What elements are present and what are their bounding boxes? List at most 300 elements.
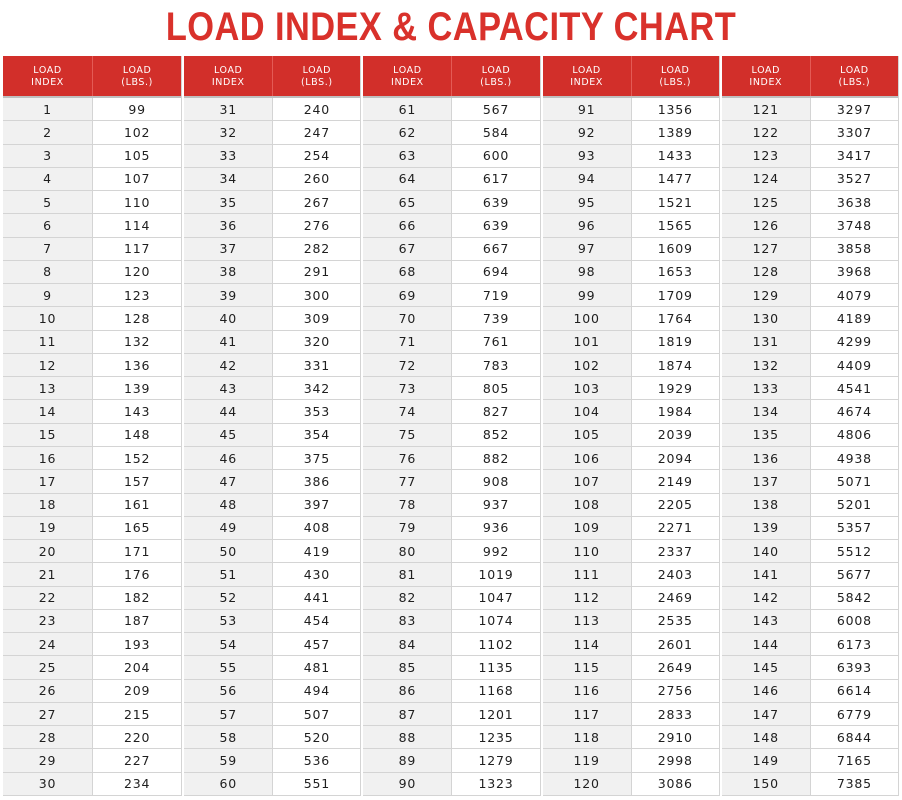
load-index-cell: 83	[363, 610, 451, 632]
load-capacity-cell: 1984	[631, 400, 719, 422]
table-row	[543, 145, 719, 168]
table-row	[363, 400, 539, 423]
load-capacity-cell: 454	[272, 610, 360, 632]
table-row	[184, 121, 360, 144]
load-index-cell: 13	[3, 377, 92, 399]
table-row	[363, 494, 539, 517]
load-index-cell: 111	[543, 563, 631, 585]
table-row	[3, 168, 181, 191]
table-row	[3, 610, 181, 633]
load-index-cell: 38	[184, 261, 272, 283]
page-title: LOAD INDEX & CAPACITY CHART	[165, 5, 737, 49]
load-capacity-cell: 99	[92, 98, 181, 120]
load-capacity-cell: 254	[272, 145, 360, 167]
load-capacity-cell: 2094	[631, 447, 719, 469]
load-capacity-cell: 1819	[631, 331, 719, 353]
load-capacity-cell: 240	[272, 98, 360, 120]
load-index-cell: 64	[363, 168, 451, 190]
load-index-cell: 130	[722, 307, 810, 329]
load-index-cell: 133	[722, 377, 810, 399]
load-index-cell: 45	[184, 424, 272, 446]
table-row	[722, 680, 898, 703]
table-row	[543, 424, 719, 447]
table-row	[543, 191, 719, 214]
load-index-table	[3, 56, 899, 796]
table-row	[722, 773, 898, 796]
load-index-cell: 132	[722, 354, 810, 376]
table-row	[722, 214, 898, 237]
load-index-cell: 82	[363, 587, 451, 609]
table-row	[184, 98, 360, 121]
table-row	[363, 307, 539, 330]
table-row	[722, 307, 898, 330]
load-capacity-cell: 2337	[631, 540, 719, 562]
load-index-cell: 118	[543, 726, 631, 748]
table-row	[3, 331, 181, 354]
table-row	[363, 121, 539, 144]
table-row	[543, 168, 719, 191]
table-row	[722, 331, 898, 354]
load-capacity-cell: 3527	[810, 168, 898, 190]
load-index-cell: 49	[184, 517, 272, 539]
table-row	[3, 400, 181, 423]
table-row	[3, 563, 181, 586]
table-row	[722, 494, 898, 517]
load-capacity-cell: 520	[272, 726, 360, 748]
load-index-cell: 136	[722, 447, 810, 469]
load-capacity-cell: 2649	[631, 656, 719, 678]
load-index-cell: 74	[363, 400, 451, 422]
load-capacity-cell: 1235	[451, 726, 539, 748]
load-capacity-cell: 1433	[631, 145, 719, 167]
load-index-cell: 50	[184, 540, 272, 562]
load-capacity-cell: 128	[92, 307, 181, 329]
load-capacity-cell: 2998	[631, 749, 719, 771]
table-row	[3, 633, 181, 656]
load-capacity-cell: 397	[272, 494, 360, 516]
load-index-cell: 28	[3, 726, 92, 748]
load-index-cell: 62	[363, 121, 451, 143]
load-capacity-cell: 5512	[810, 540, 898, 562]
load-capacity-cell: 1074	[451, 610, 539, 632]
load-index-cell: 68	[363, 261, 451, 283]
table-row	[722, 563, 898, 586]
load-capacity-cell: 331	[272, 354, 360, 376]
load-capacity-cell: 1389	[631, 121, 719, 143]
load-index-cell: 116	[543, 680, 631, 702]
table-row	[363, 377, 539, 400]
load-capacity-cell: 139	[92, 377, 181, 399]
table-row	[363, 749, 539, 772]
table-row	[722, 284, 898, 307]
table-row	[363, 633, 539, 656]
load-index-cell: 76	[363, 447, 451, 469]
header-load-capacity: LOAD (LBS.)	[272, 56, 360, 96]
column-group-4	[541, 56, 720, 796]
header-load-capacity: LOAD (LBS.)	[451, 56, 539, 96]
load-index-cell: 113	[543, 610, 631, 632]
load-capacity-cell: 457	[272, 633, 360, 655]
load-index-cell: 77	[363, 470, 451, 492]
table-row	[3, 470, 181, 493]
table-row	[722, 540, 898, 563]
column-group-3	[361, 56, 540, 796]
load-capacity-cell: 2039	[631, 424, 719, 446]
load-capacity-cell: 2833	[631, 703, 719, 725]
table-row	[184, 377, 360, 400]
load-index-cell: 80	[363, 540, 451, 562]
load-index-cell: 40	[184, 307, 272, 329]
load-capacity-cell: 1019	[451, 563, 539, 585]
load-capacity-cell: 1565	[631, 214, 719, 236]
load-capacity-cell: 354	[272, 424, 360, 446]
load-index-cell: 90	[363, 773, 451, 795]
table-row	[184, 307, 360, 330]
load-index-cell: 63	[363, 145, 451, 167]
load-index-cell: 46	[184, 447, 272, 469]
load-index-cell: 99	[543, 284, 631, 306]
header-load-index: LOAD INDEX	[749, 65, 783, 88]
load-capacity-cell: 276	[272, 214, 360, 236]
load-index-cell: 109	[543, 517, 631, 539]
load-index-cell: 16	[3, 447, 92, 469]
table-row	[543, 470, 719, 493]
load-capacity-cell: 171	[92, 540, 181, 562]
load-capacity-cell: 2535	[631, 610, 719, 632]
load-capacity-cell: 220	[92, 726, 181, 748]
load-capacity-cell: 827	[451, 400, 539, 422]
table-row	[184, 400, 360, 423]
load-index-cell: 100	[543, 307, 631, 329]
load-index-cell: 12	[3, 354, 92, 376]
load-capacity-cell: 7385	[810, 773, 898, 795]
table-row	[543, 214, 719, 237]
load-capacity-cell: 507	[272, 703, 360, 725]
table-row	[184, 168, 360, 191]
load-capacity-cell: 617	[451, 168, 539, 190]
table-row	[543, 284, 719, 307]
load-capacity-cell: 2601	[631, 633, 719, 655]
load-index-cell: 34	[184, 168, 272, 190]
load-capacity-cell: 110	[92, 191, 181, 213]
load-index-cell: 41	[184, 331, 272, 353]
load-capacity-cell: 148	[92, 424, 181, 446]
load-index-cell: 43	[184, 377, 272, 399]
load-index-cell: 21	[3, 563, 92, 585]
load-index-cell: 105	[543, 424, 631, 446]
load-index-cell: 10	[3, 307, 92, 329]
load-capacity-cell: 739	[451, 307, 539, 329]
load-capacity-cell: 2469	[631, 587, 719, 609]
load-index-cell: 135	[722, 424, 810, 446]
load-index-cell: 107	[543, 470, 631, 492]
load-index-cell: 86	[363, 680, 451, 702]
load-index-cell: 79	[363, 517, 451, 539]
table-row	[184, 447, 360, 470]
table-row	[3, 517, 181, 540]
load-capacity-cell: 182	[92, 587, 181, 609]
load-capacity-cell: 882	[451, 447, 539, 469]
table-row	[543, 726, 719, 749]
load-capacity-cell: 136	[92, 354, 181, 376]
load-index-cell: 97	[543, 238, 631, 260]
load-capacity-cell: 481	[272, 656, 360, 678]
load-index-cell: 37	[184, 238, 272, 260]
load-index-cell: 101	[543, 331, 631, 353]
load-capacity-cell: 4806	[810, 424, 898, 446]
table-row	[722, 610, 898, 633]
table-row	[184, 563, 360, 586]
table-row	[3, 261, 181, 284]
load-index-cell: 129	[722, 284, 810, 306]
load-capacity-cell: 227	[92, 749, 181, 771]
load-capacity-cell: 494	[272, 680, 360, 702]
load-index-cell: 98	[543, 261, 631, 283]
load-capacity-cell: 430	[272, 563, 360, 585]
load-index-cell: 95	[543, 191, 631, 213]
load-capacity-cell: 3968	[810, 261, 898, 283]
load-index-cell: 54	[184, 633, 272, 655]
load-capacity-cell: 300	[272, 284, 360, 306]
table-row	[543, 331, 719, 354]
load-index-cell: 120	[543, 773, 631, 795]
load-capacity-cell: 176	[92, 563, 181, 585]
load-index-cell: 127	[722, 238, 810, 260]
load-capacity-cell: 1323	[451, 773, 539, 795]
table-row	[543, 354, 719, 377]
load-capacity-cell: 3297	[810, 98, 898, 120]
load-capacity-cell: 117	[92, 238, 181, 260]
load-capacity-cell: 4938	[810, 447, 898, 469]
column-group-1	[3, 56, 182, 796]
load-index-cell: 144	[722, 633, 810, 655]
load-index-cell: 5	[3, 191, 92, 213]
load-index-cell: 141	[722, 563, 810, 585]
load-capacity-cell: 1929	[631, 377, 719, 399]
load-index-cell: 36	[184, 214, 272, 236]
load-index-cell: 115	[543, 656, 631, 678]
load-index-cell: 119	[543, 749, 631, 771]
load-index-cell: 78	[363, 494, 451, 516]
load-capacity-cell: 1279	[451, 749, 539, 771]
table-row	[543, 377, 719, 400]
load-index-cell: 18	[3, 494, 92, 516]
table-row	[363, 191, 539, 214]
table-row	[3, 238, 181, 261]
table-row	[184, 261, 360, 284]
load-capacity-cell: 1653	[631, 261, 719, 283]
table-row	[3, 307, 181, 330]
load-index-cell: 32	[184, 121, 272, 143]
load-capacity-cell: 165	[92, 517, 181, 539]
table-row	[722, 238, 898, 261]
table-row	[722, 656, 898, 679]
table-row	[543, 494, 719, 517]
load-capacity-cell: 234	[92, 773, 181, 795]
table-row	[363, 540, 539, 563]
table-row	[722, 400, 898, 423]
table-row	[3, 214, 181, 237]
table-row	[363, 726, 539, 749]
load-index-cell: 139	[722, 517, 810, 539]
table-row	[3, 447, 181, 470]
header-load-index: LOAD INDEX	[391, 65, 424, 88]
table-row	[722, 633, 898, 656]
table-row	[3, 540, 181, 563]
table-row	[184, 191, 360, 214]
load-capacity-cell: 936	[451, 517, 539, 539]
load-capacity-cell: 204	[92, 656, 181, 678]
load-index-cell: 33	[184, 145, 272, 167]
load-capacity-cell: 6008	[810, 610, 898, 632]
load-capacity-cell: 4409	[810, 354, 898, 376]
column-group-5	[720, 56, 899, 796]
table-row	[543, 540, 719, 563]
table-row	[3, 424, 181, 447]
load-capacity-cell: 694	[451, 261, 539, 283]
load-capacity-cell: 209	[92, 680, 181, 702]
table-row	[363, 773, 539, 796]
table-row	[363, 354, 539, 377]
table-row	[722, 424, 898, 447]
load-index-cell: 39	[184, 284, 272, 306]
table-row	[3, 145, 181, 168]
load-capacity-cell: 342	[272, 377, 360, 399]
load-capacity-cell: 1709	[631, 284, 719, 306]
load-index-cell: 131	[722, 331, 810, 353]
load-capacity-cell: 375	[272, 447, 360, 469]
header-load-capacity: LOAD (LBS.)	[92, 56, 181, 96]
load-index-cell: 91	[543, 98, 631, 120]
table-row	[184, 354, 360, 377]
load-index-cell: 102	[543, 354, 631, 376]
load-index-cell: 72	[363, 354, 451, 376]
table-row	[184, 587, 360, 610]
load-index-cell: 108	[543, 494, 631, 516]
load-index-cell: 126	[722, 214, 810, 236]
load-index-cell: 56	[184, 680, 272, 702]
load-capacity-cell: 157	[92, 470, 181, 492]
load-index-cell: 114	[543, 633, 631, 655]
load-capacity-cell: 992	[451, 540, 539, 562]
table-row	[363, 424, 539, 447]
load-capacity-cell: 4299	[810, 331, 898, 353]
table-row	[722, 168, 898, 191]
load-index-cell: 22	[3, 587, 92, 609]
load-index-cell: 48	[184, 494, 272, 516]
load-index-cell: 117	[543, 703, 631, 725]
load-capacity-cell: 267	[272, 191, 360, 213]
load-capacity-cell: 3638	[810, 191, 898, 213]
table-row	[184, 470, 360, 493]
table-row	[184, 214, 360, 237]
load-capacity-cell: 143	[92, 400, 181, 422]
load-capacity-cell: 441	[272, 587, 360, 609]
table-row	[3, 680, 181, 703]
table-row	[363, 563, 539, 586]
load-capacity-cell: 783	[451, 354, 539, 376]
load-index-cell: 148	[722, 726, 810, 748]
table-row	[184, 540, 360, 563]
table-row	[3, 726, 181, 749]
table-row	[543, 400, 719, 423]
load-index-cell: 11	[3, 331, 92, 353]
load-capacity-cell: 386	[272, 470, 360, 492]
table-row	[184, 773, 360, 796]
load-index-cell: 7	[3, 238, 92, 260]
table-row	[543, 563, 719, 586]
load-index-cell: 125	[722, 191, 810, 213]
load-index-cell: 26	[3, 680, 92, 702]
load-index-cell: 44	[184, 400, 272, 422]
header-load-capacity: LOAD (LBS.)	[810, 56, 898, 96]
load-index-cell: 2	[3, 121, 92, 143]
load-index-cell: 104	[543, 400, 631, 422]
load-capacity-cell: 4079	[810, 284, 898, 306]
load-capacity-cell: 6614	[810, 680, 898, 702]
load-capacity-cell: 3748	[810, 214, 898, 236]
table-row	[184, 145, 360, 168]
table-row	[543, 238, 719, 261]
table-row	[363, 703, 539, 726]
load-index-cell: 30	[3, 773, 92, 795]
load-capacity-cell: 719	[451, 284, 539, 306]
load-capacity-cell: 1477	[631, 168, 719, 190]
load-index-cell: 73	[363, 377, 451, 399]
header-load-index: LOAD INDEX	[31, 65, 64, 88]
table-row	[3, 354, 181, 377]
load-capacity-cell: 1201	[451, 703, 539, 725]
load-capacity-cell: 7165	[810, 749, 898, 771]
load-index-cell: 96	[543, 214, 631, 236]
table-row	[543, 680, 719, 703]
load-capacity-cell: 4189	[810, 307, 898, 329]
load-capacity-cell: 4541	[810, 377, 898, 399]
load-index-cell: 89	[363, 749, 451, 771]
load-capacity-cell: 551	[272, 773, 360, 795]
load-index-cell: 52	[184, 587, 272, 609]
table-row	[722, 377, 898, 400]
table-row	[184, 749, 360, 772]
load-capacity-cell: 408	[272, 517, 360, 539]
load-capacity-cell: 1047	[451, 587, 539, 609]
table-header	[184, 56, 360, 98]
table-row	[363, 98, 539, 121]
load-index-cell: 55	[184, 656, 272, 678]
table-row	[363, 587, 539, 610]
table-row	[543, 749, 719, 772]
load-capacity-cell: 639	[451, 191, 539, 213]
load-capacity-cell: 5357	[810, 517, 898, 539]
table-row	[3, 121, 181, 144]
table-row	[722, 121, 898, 144]
load-capacity-cell: 584	[451, 121, 539, 143]
load-index-cell: 59	[184, 749, 272, 771]
table-row	[722, 703, 898, 726]
table-header	[3, 56, 181, 98]
load-index-cell: 110	[543, 540, 631, 562]
load-capacity-cell: 1168	[451, 680, 539, 702]
table-header	[722, 56, 898, 98]
table-row	[363, 238, 539, 261]
table-header	[363, 56, 539, 98]
table-row	[722, 749, 898, 772]
load-index-cell: 121	[722, 98, 810, 120]
table-row	[184, 517, 360, 540]
load-capacity-cell: 908	[451, 470, 539, 492]
table-row	[3, 656, 181, 679]
table-row	[184, 656, 360, 679]
